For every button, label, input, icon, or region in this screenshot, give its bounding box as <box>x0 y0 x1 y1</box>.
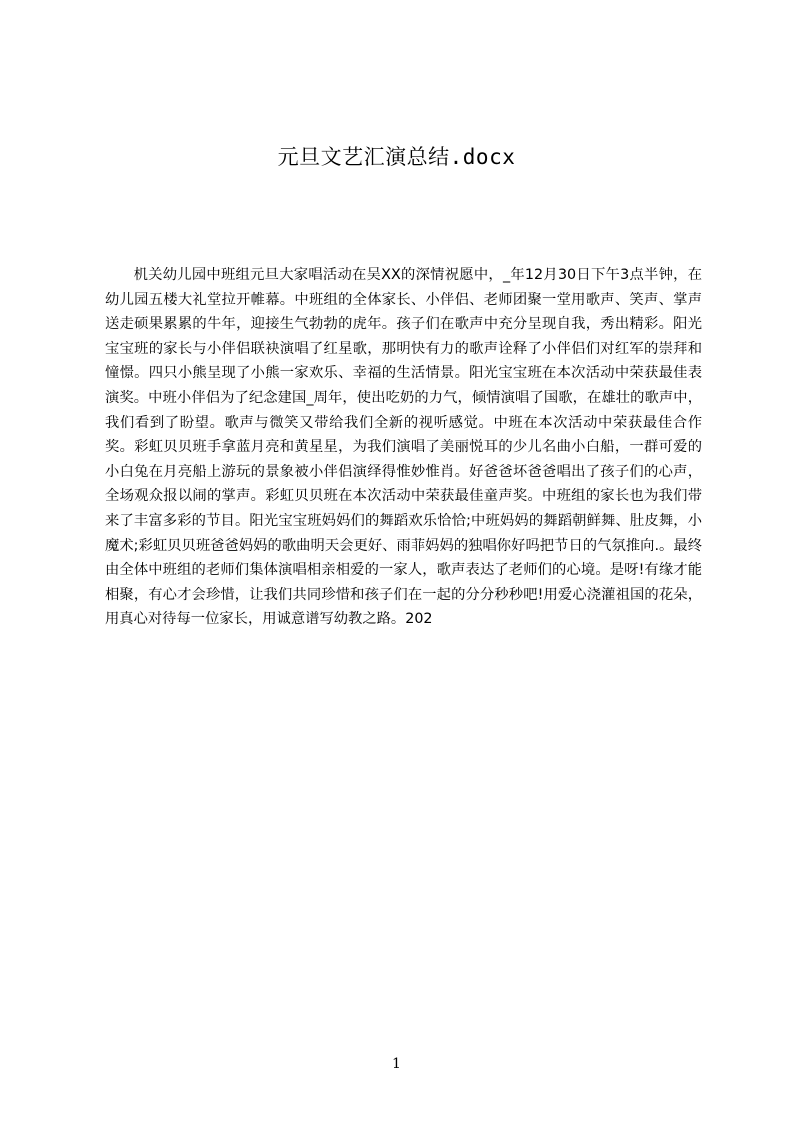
page-number: 1 <box>392 1056 401 1072</box>
body-paragraph: 机关幼儿园中班组元旦大家唱活动在吴XX的深情祝愿中，_年12月30日下午3点半钟，在幼儿园五楼大礼堂拉开帷幕。中班组的全体家长、小伴侣、老师团聚一堂用歌声、笑声、掌声送走硕果累累的牛年，迎接生气勃勃的虎年。孩子们在歌声中充分呈现自我，秀出精彩。阳光宝宝班的家长与小伴侣联袂演唱了红星歌，那明快有力的歌声诠释了小伴侣们对红军的崇拜和憧憬。四只小熊呈现了小熊一家欢乐、幸福的生活情景。阳光宝宝班在本次活动中荣获最佳表演奖。中班小伴侣为了纪念建国_周年，使出吃奶的力气，倾情演唱了国歌，在雄壮的歌声中，我们看到了盼望。歌声与微笑又带给我们全新的视听感觉。中班在本次活动中荣获最佳合作奖。彩虹贝贝班手拿蓝月亮和黄星星，为我们演唱了美丽悦耳的少儿名曲小白船，一群可爱的小白兔在月亮船上游玩的景象被小伴侣演绎得惟妙惟肖。好爸爸坏爸爸唱出了孩子们的心声，全场观众报以闹的掌声。彩虹贝贝班在本次活动中荣获最佳童声奖。中班组的家长也为我们带来了丰富多彩的节目。阳光宝宝班妈妈们的舞蹈欢乐恰恰;中班妈妈的舞蹈朝鲜舞、肚皮舞，小魔术;彩虹贝贝班爸爸妈妈的歌曲明天会更好、雨菲妈妈的独唱你好吗把节日的气氛推向.。最终由全体中班组的老师们集体演唱相亲相爱的一家人，歌声表达了老师们的心境。是呀!有缘才能相聚，有心才会珍惜，让我们共同珍惜和孩子们在一起的分分秒秒吧!用爱心浇灌祖国的花朵，用真心对待每一位家长，用诚意谱写幼教之路。202 <box>105 267 702 628</box>
document-title: 元旦文艺汇演总结.docx <box>277 145 516 169</box>
